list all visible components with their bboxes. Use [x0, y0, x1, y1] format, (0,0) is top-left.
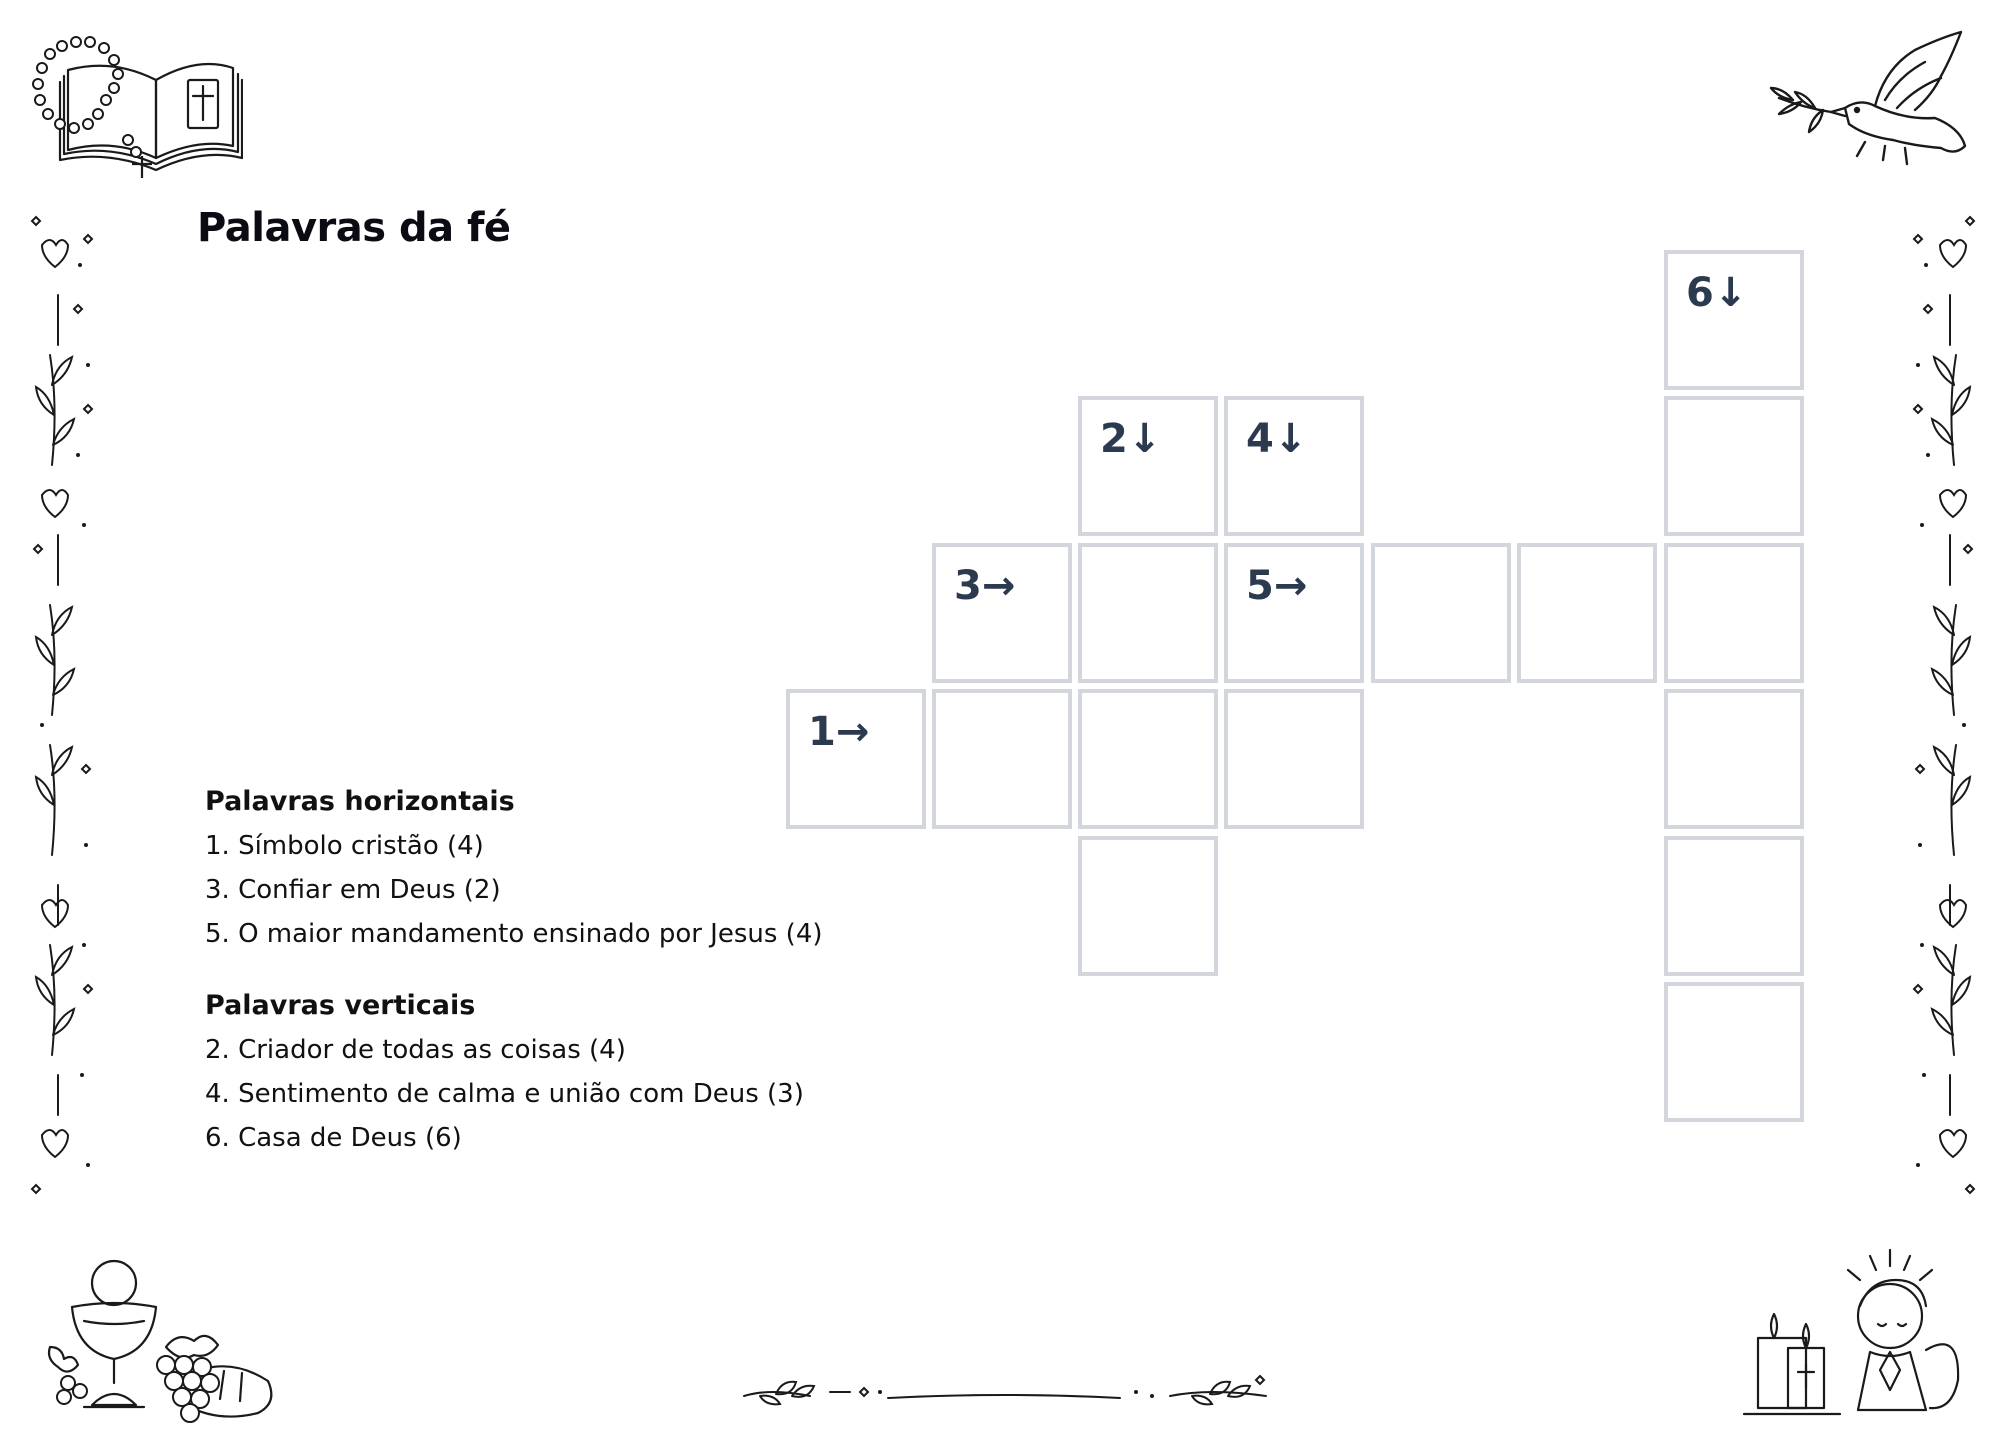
grid-cell[interactable] — [1664, 250, 1804, 390]
list-item: 6. Casa de Deus (6) — [205, 1123, 462, 1153]
clue-list — [205, 780, 845, 1160]
vine-border-icon — [1900, 205, 1980, 1195]
list-item: 3. Confiar em Deus (2) — [205, 875, 501, 905]
clue-number-4-down: 4↓ — [1246, 416, 1308, 462]
down-heading: Palavras verticais — [205, 990, 476, 1021]
grid-cell[interactable] — [932, 543, 1072, 683]
vine-border-icon — [28, 205, 108, 1195]
grid-cell[interactable] — [1664, 689, 1804, 829]
clue-number-5-across: 5→ — [1246, 563, 1308, 609]
across-heading: Palavras horizontais — [205, 786, 515, 817]
dove-olive-branch-icon — [1765, 28, 1975, 178]
grid-cell[interactable] — [1078, 689, 1218, 829]
bible-rosary-icon — [28, 28, 243, 178]
grid-cell[interactable] — [1078, 836, 1218, 976]
grid-cell[interactable] — [1224, 396, 1364, 536]
across-clues — [205, 780, 845, 956]
clue-number-6-down: 6↓ — [1686, 270, 1748, 316]
grid-cell[interactable] — [1664, 543, 1804, 683]
grid-cell[interactable] — [1078, 543, 1218, 683]
grid-cell[interactable] — [1224, 689, 1364, 829]
praying-angel-candles-icon — [1730, 1240, 1970, 1430]
clue-number-3-across: 3→ — [954, 563, 1016, 609]
grid-cell[interactable] — [932, 689, 1072, 829]
grid-cell[interactable] — [1517, 543, 1657, 683]
clue-number-2-down: 2↓ — [1100, 416, 1162, 462]
grid-cell[interactable] — [1371, 543, 1511, 683]
grid-cell[interactable] — [1078, 396, 1218, 536]
list-item: 1. Símbolo cristão (4) — [205, 831, 484, 861]
down-clues — [205, 984, 845, 1160]
list-item: 5. O maior mandamento ensinado por Jesus (4) — [205, 919, 823, 949]
page-title: Palavras da fé — [197, 205, 511, 251]
leaf-divider-icon — [740, 1370, 1270, 1414]
clue-number-1-across: 1→ — [808, 709, 870, 755]
grid-cell[interactable] — [1664, 396, 1804, 536]
grid-cell[interactable] — [1224, 543, 1364, 683]
list-item: 4. Sentimento de calma e união com Deus (3) — [205, 1079, 804, 1109]
grid-cell[interactable] — [1664, 836, 1804, 976]
list-item: 2. Criador de todas as coisas (4) — [205, 1035, 626, 1065]
chalice-bread-grapes-icon — [28, 1255, 278, 1430]
grid-cell[interactable] — [1664, 982, 1804, 1122]
